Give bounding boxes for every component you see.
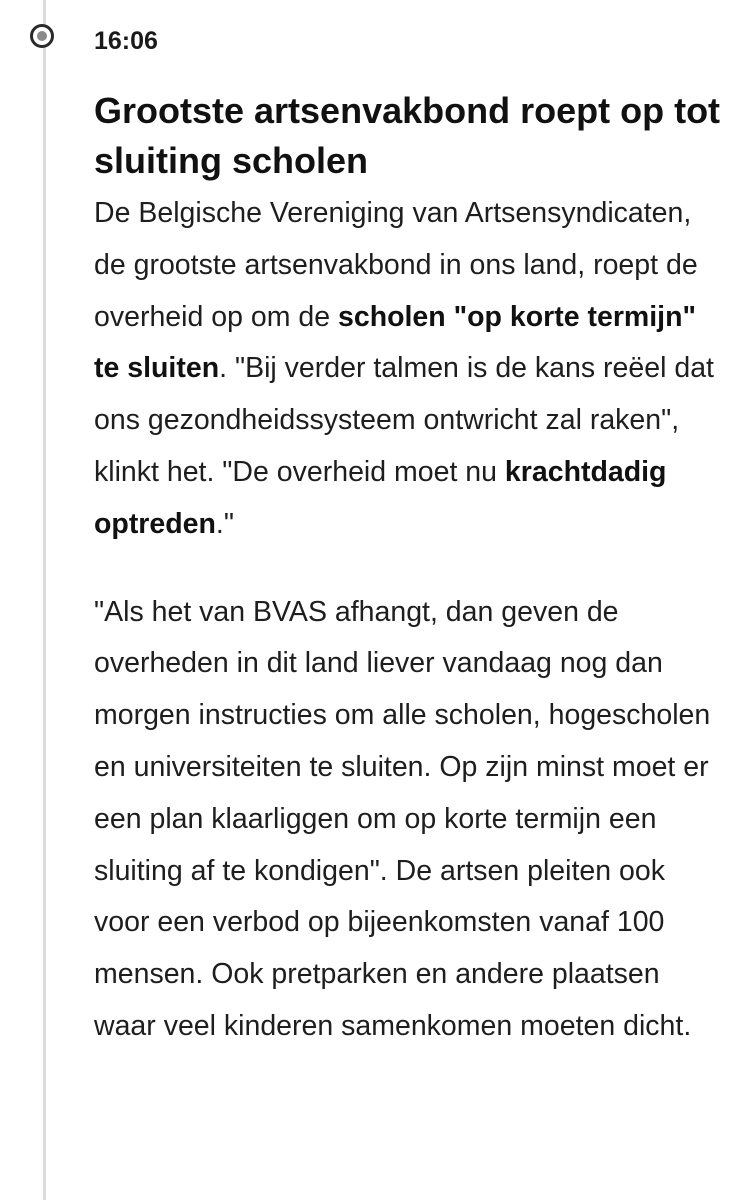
- paragraph-1-text-a: De Belgische Vereniging van Artsensyndicaten, de grootste artsenvakbond in ons land, roept de overheid op om de: [94, 197, 698, 333]
- paragraph-1-text-c: .": [215, 507, 234, 540]
- entry-body: [94, 188, 724, 1053]
- entry-paragraph-2: "Als het van BVAS afhangt, dan geven de overheden in dit land liever vandaag nog dan morgen instructies om alle scholen, hogescholen en universiteiten te sluiten. Op zijn minst moet er een plan klaarliggen om op korte termijn een sluiting af te kondigen". De artsen pleiten ook voor een verbod op bijeenkomsten vanaf 100 mensen. Ook pretparken en andere plaatsen waar veel kinderen samenkomen moeten dicht.: [94, 595, 711, 1042]
- entry-time: 16:06: [94, 27, 158, 55]
- entry-paragraph-1: [94, 188, 724, 551]
- timeline-dot-icon: [30, 24, 54, 48]
- paragraph-1-bold-a: scholen "op korte termijn" te sluiten: [94, 300, 697, 385]
- entry-headline: Grootste artsenvakbond roept op tot sluiting scholen: [94, 90, 721, 181]
- timeline-line: [43, 0, 46, 1200]
- paragraph-1-text-b: . "Bij verder talmen is de kans reëel dat ons gezondheidssysteem ontwricht zal raken", klinkt het. "De overheid moet nu: [94, 352, 714, 488]
- paragraph-1-bold-b: krachtdadig optreden: [94, 455, 667, 540]
